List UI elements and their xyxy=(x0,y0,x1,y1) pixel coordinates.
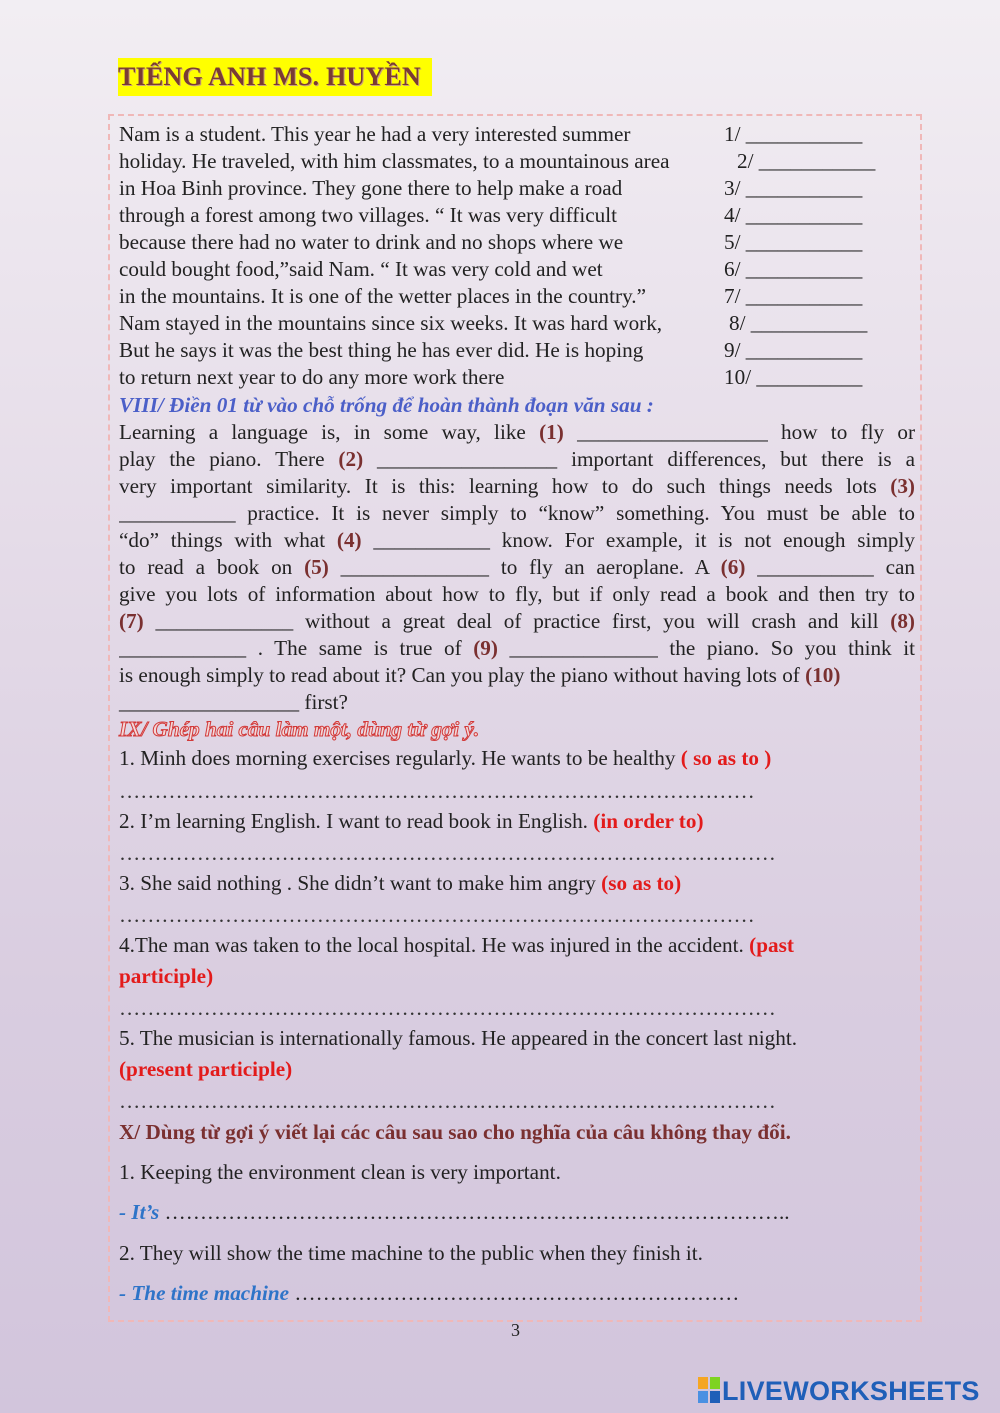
answer-blank-6[interactable]: 6/ ___________ xyxy=(724,257,863,281)
cloze-line: very important similarity. It is this: learning how to do such things needs lots (3) xyxy=(119,474,915,498)
answer-line-3[interactable]: ……………………………………………………………………………… xyxy=(119,903,755,927)
question-5: 5. The musician is internationally famous. He appeared in the concert last night. xyxy=(119,1026,797,1050)
passage-line: could bought food,”said Nam. “ It was very cold and wet xyxy=(119,257,603,281)
logo-text: LIVEWORKSHEETS xyxy=(722,1376,980,1406)
answer-prompt: - The time machine xyxy=(119,1281,290,1305)
cloze-line: give you lots of information about how to fly, but if only read a book and then try to xyxy=(119,582,915,606)
answer-blank-10[interactable]: 10/ __________ xyxy=(724,365,863,389)
question-1: 1. Minh does morning exercises regularly. He wants to be healthy ( so as to ) xyxy=(119,746,772,770)
cloze-blank-1[interactable]: __________________ how to fly or xyxy=(563,420,915,444)
cloze-blank-2[interactable]: _________________ important differences, but there is a xyxy=(363,447,915,471)
blank-number: (10) xyxy=(805,663,841,687)
passage-line: to return next year to do any more work there xyxy=(119,365,505,389)
hint-label: (past xyxy=(749,933,794,957)
blank-number: (3) xyxy=(890,474,915,498)
answer-prompt: - It’s xyxy=(119,1200,160,1224)
cloze-line: is enough simply to read about it? Can you play the piano without having lots of (10) xyxy=(119,663,841,687)
answer-blank-1[interactable]: 1/ ___________ xyxy=(724,122,863,146)
rewrite-answer-2[interactable] xyxy=(119,1280,739,1307)
cloze-line: to read a book on (5) ______________ to fly an aeroplane. A (6) ___________ can xyxy=(119,555,915,579)
question-3: 3. She said nothing . She didn’t want to make him angry (so as to) xyxy=(119,871,682,895)
passage-line: holiday. He traveled, with him classmates, to a mountainous area xyxy=(119,149,670,173)
blank-number: (9) xyxy=(473,636,498,660)
section-8-heading: VIII/ Điền 01 từ vào chỗ trống để hoàn thành đoạn văn sau : xyxy=(119,393,654,417)
hint-label: ( so as to ) xyxy=(680,746,772,770)
cloze-line: ____________ . The same is true of (9) ______________ the piano. So you think it xyxy=(119,636,915,660)
liveworksheets-logo[interactable] xyxy=(698,1376,980,1412)
answer-line-2[interactable]: ………………………………………………………………………………… xyxy=(119,841,776,865)
liveworksheets-logo-icon xyxy=(698,1377,720,1403)
passage-line: Nam stayed in the mountains since six weeks. It was hard work, xyxy=(119,311,663,335)
answer-blank-2[interactable]: 2/ ___________ xyxy=(737,149,876,173)
cloze-blank-6[interactable]: ___________ can xyxy=(745,555,915,579)
blank-number: (8) xyxy=(890,609,915,633)
passage-line: through a forest among two villages. “ It was very difficult xyxy=(119,203,617,227)
rewrite-answer-1[interactable] xyxy=(119,1199,790,1226)
hint-label: (in order to) xyxy=(593,809,704,833)
cloze-blank-4[interactable]: ___________ know. For example, it is not enough simply xyxy=(361,528,915,552)
cloze-line: ___________ practice. It is never simply to “know” something. You must be able to xyxy=(119,501,915,525)
blank-number: (4) xyxy=(336,528,362,552)
rewrite-question-1: 1. Keeping the environment clean is very important. xyxy=(119,1160,561,1184)
passage-line: in the mountains. It is one of the wetter places in the country.” xyxy=(119,284,646,308)
hint-label: (so as to) xyxy=(601,871,682,895)
answer-line-4[interactable]: ………………………………………………………………………………… xyxy=(119,996,776,1020)
answer-line-1[interactable]: ……………………………………………………………………………… xyxy=(119,779,755,803)
cloze-blank-10[interactable]: _________________ first? xyxy=(119,690,348,714)
question-4: 4.The man was taken to the local hospital. He was injured in the accident. (past xyxy=(119,933,794,957)
section-10-heading: X/ Dùng từ gợi ý viết lại các câu sau sao cho nghĩa của câu không thay đổi. xyxy=(119,1120,791,1144)
blank-number: (7) xyxy=(119,609,144,633)
answer-blank-8[interactable]: 8/ ___________ xyxy=(729,311,868,335)
cloze-blank-9[interactable]: ______________ the piano. So you think it xyxy=(497,636,915,660)
hint-label-continued: participle) xyxy=(119,964,214,988)
blank-number: (2) xyxy=(338,447,364,471)
answer-dots: ……………………………………………………… xyxy=(289,1281,740,1305)
passage-line: because there had no water to drink and no shops where we xyxy=(119,230,624,254)
answer-blank-5[interactable]: 5/ ___________ xyxy=(724,230,863,254)
cloze-line xyxy=(119,608,915,635)
answer-dots: …………………………………………………………………………….. xyxy=(159,1200,790,1224)
cloze-line: “do” things with what (4) ___________ know. For example, it is not enough simply xyxy=(119,528,915,552)
question-2: 2. I’m learning English. I want to read book in English. (in order to) xyxy=(119,809,704,833)
blank-number: (6) xyxy=(720,555,746,579)
cloze-blank-5[interactable]: ______________ to fly an aeroplane. A xyxy=(328,555,721,579)
rewrite-question-2: 2. They will show the time machine to the public when they finish it. xyxy=(119,1241,703,1265)
answer-blank-9[interactable]: 9/ ___________ xyxy=(724,338,863,362)
passage-line: But he says it was the best thing he has ever did. He is hoping xyxy=(119,338,644,362)
cloze-blank-7[interactable]: _____________ without a great deal of practice first, you will crash and kill xyxy=(143,609,891,633)
answer-blank-7[interactable]: 7/ ___________ xyxy=(724,284,863,308)
worksheet-title: TIẾNG ANH MS. HUYỀN xyxy=(118,58,432,96)
cloze-line: Learning a language is, in some way, like (1) __________________ how to fly or xyxy=(119,420,915,444)
passage-line: in Hoa Binh province. They gone there to help make a road xyxy=(119,176,623,200)
cloze-line: play the piano. There (2) _________________ important differences, but there is a xyxy=(119,447,915,471)
answer-blank-4[interactable]: 4/ ___________ xyxy=(724,203,863,227)
hint-label: (present participle) xyxy=(119,1057,293,1081)
section-9-heading: IX/ Ghép hai câu làm một, dùng từ gợi ý. xyxy=(119,717,480,741)
blank-number: (5) xyxy=(304,555,329,579)
page-number: 3 xyxy=(511,1320,520,1340)
answer-line-5[interactable]: ………………………………………………………………………………… xyxy=(119,1089,776,1113)
answer-blank-3[interactable]: 3/ ___________ xyxy=(724,176,863,200)
blank-number: (1) xyxy=(539,420,564,444)
passage-line: Nam is a student. This year he had a very interested summer xyxy=(119,122,631,146)
